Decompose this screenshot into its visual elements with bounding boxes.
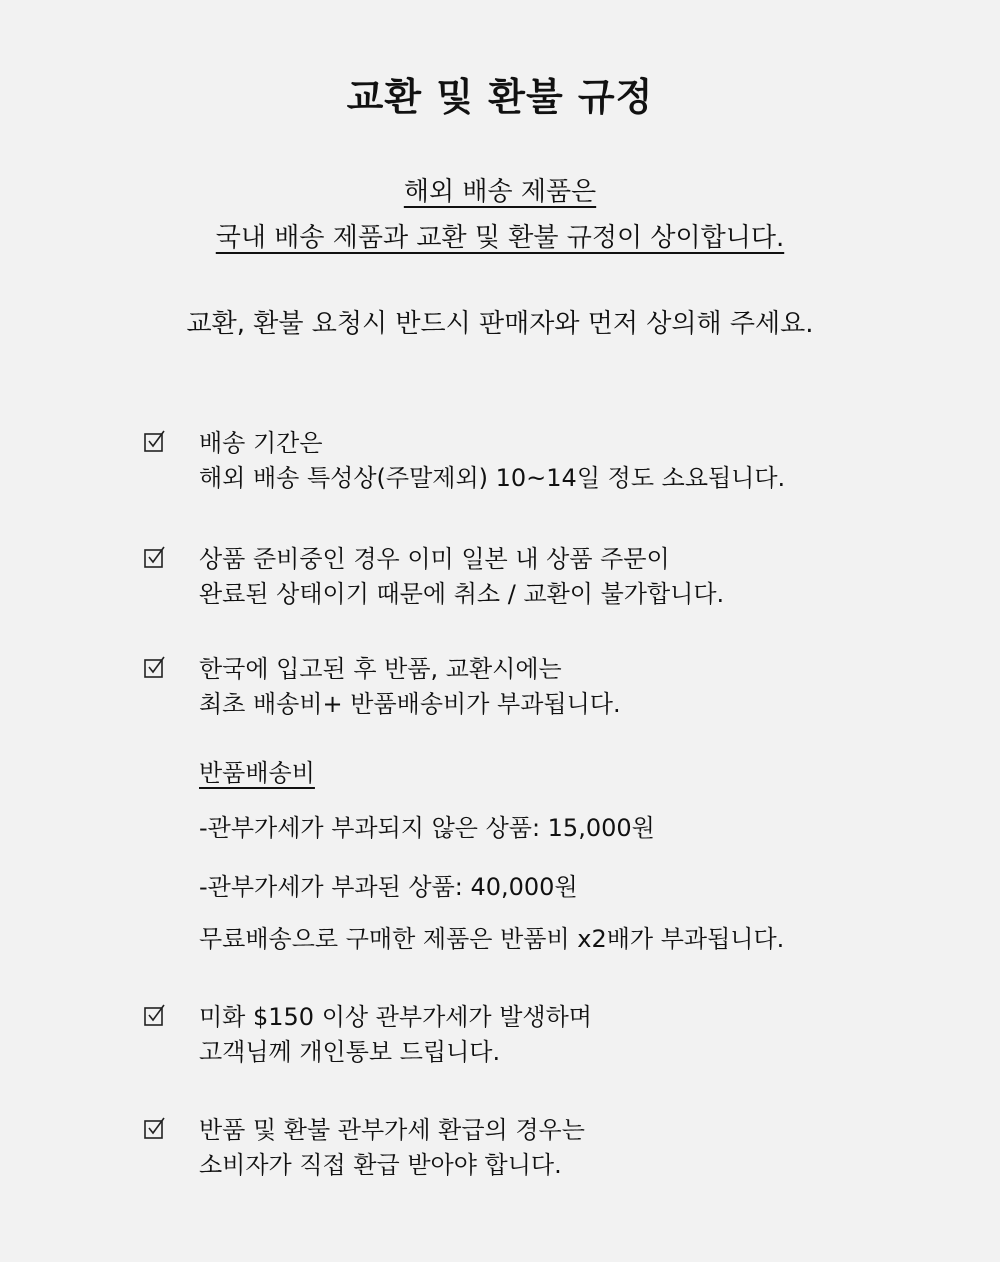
overseas-notice-line-2 — [0, 220, 1000, 256]
policy-item-line: 고객님께 개인통보 드립니다. — [199, 1038, 501, 1066]
checkbox-check-icon — [144, 1004, 166, 1026]
policy-item-line: 반품 및 환불 관부가세 환급의 경우는 — [199, 1116, 585, 1144]
policy-item-line: 상품 준비중인 경우 이미 일본 내 상품 주문이 — [199, 545, 670, 573]
overseas-notice-text-1: 해외 배송 제품은 — [403, 177, 597, 207]
page-title: 교환 및 환불 규정 — [346, 75, 654, 119]
checkbox-check-icon — [144, 546, 166, 568]
overseas-notice-text-2: 국내 배송 제품과 교환 및 환불 규정이 상이합니다. — [215, 223, 785, 253]
policy-item-line: 한국에 입고된 후 반품, 교환시에는 — [199, 655, 562, 683]
policy-item-text — [199, 652, 899, 722]
return-fee-line: -관부가세가 부과된 상품: 40,000원 — [199, 873, 578, 901]
policy-item-line: 해외 배송 특성상(주말제외) 10~14일 정도 소요됩니다. — [199, 464, 786, 492]
policy-item-line: 미화 $150 이상 관부가세가 발생하며 — [199, 1003, 592, 1031]
return-fee-line: -관부가세가 부과되지 않은 상품: 15,000원 — [199, 814, 655, 842]
checkbox-check-icon — [144, 430, 166, 452]
checkbox-check-icon — [144, 1117, 166, 1139]
return-fee-line: 무료배송으로 구매한 제품은 반품비 x2배가 부과됩니다. — [199, 925, 785, 953]
policy-item-line: 완료된 상태이기 때문에 취소 / 교환이 불가합니다. — [199, 580, 725, 608]
policy-item-text — [199, 1113, 899, 1183]
policy-item-line: 최초 배송비+ 반품배송비가 부과됩니다. — [199, 690, 621, 718]
return-fee-title: 반품배송비 — [199, 759, 315, 787]
policy-item-text — [199, 426, 899, 496]
policy-item-line: 배송 기간은 — [199, 429, 323, 457]
consult-seller-notice: 교환, 환불 요청시 반드시 판매자와 먼저 상의해 주세요. — [186, 309, 814, 339]
policy-item-text — [199, 1000, 899, 1070]
overseas-notice-line-1 — [0, 174, 1000, 210]
policy-item-line: 소비자가 직접 환급 받아야 합니다. — [199, 1151, 562, 1179]
checkbox-check-icon — [144, 656, 166, 678]
policy-item-text — [199, 542, 899, 612]
